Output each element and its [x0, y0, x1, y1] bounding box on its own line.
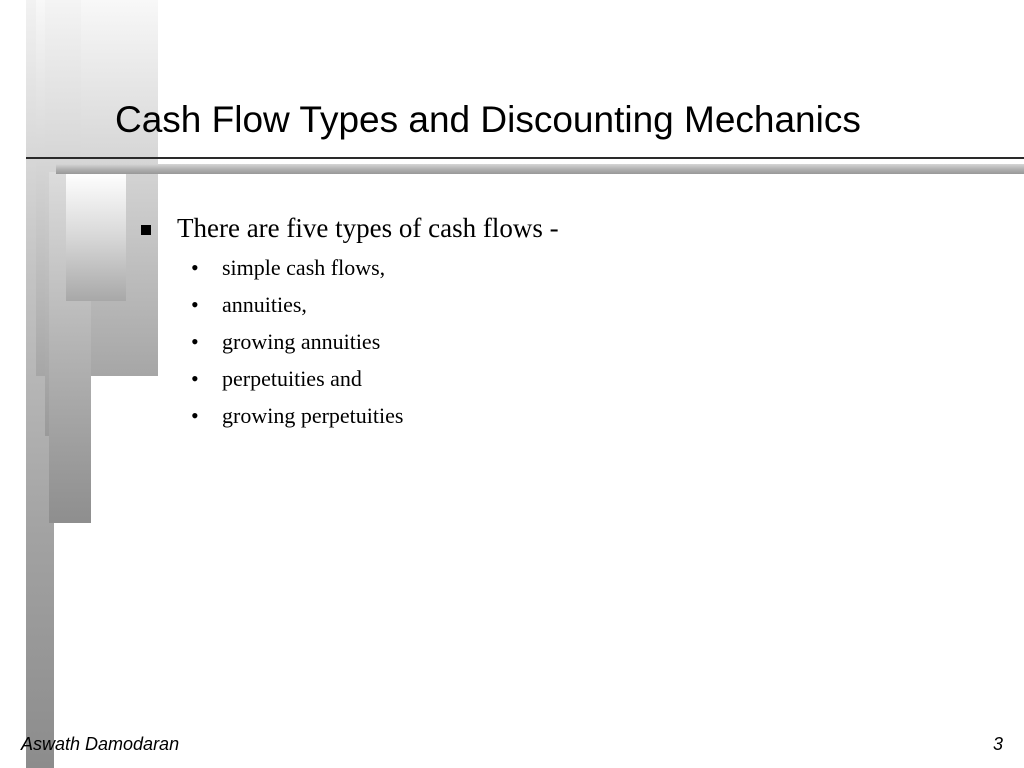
dot-bullet-icon: •	[191, 329, 199, 354]
sub-bullet-text: growing perpetuities	[222, 403, 404, 428]
dot-bullet-icon: •	[191, 403, 199, 428]
footer-author: Aswath Damodaran	[21, 734, 180, 754]
main-bullet-text: There are five types of cash flows -	[177, 213, 559, 243]
dot-bullet-icon: •	[191, 255, 199, 280]
page-number: 3	[993, 734, 1004, 754]
square-bullet-icon	[141, 225, 151, 235]
sub-bullet-text: perpetuities and	[222, 366, 362, 391]
slide-title: Cash Flow Types and Discounting Mechanics	[115, 99, 861, 140]
sub-bullet-text: simple cash flows,	[222, 255, 386, 280]
sub-bullet-text: annuities,	[222, 292, 307, 317]
dot-bullet-icon: •	[191, 292, 199, 317]
title-rule-bar	[56, 164, 1024, 174]
dot-bullet-icon: •	[191, 366, 199, 391]
decorative-block	[66, 172, 126, 301]
title-underline	[26, 157, 1024, 159]
sub-bullet-text: growing annuities	[222, 329, 381, 354]
